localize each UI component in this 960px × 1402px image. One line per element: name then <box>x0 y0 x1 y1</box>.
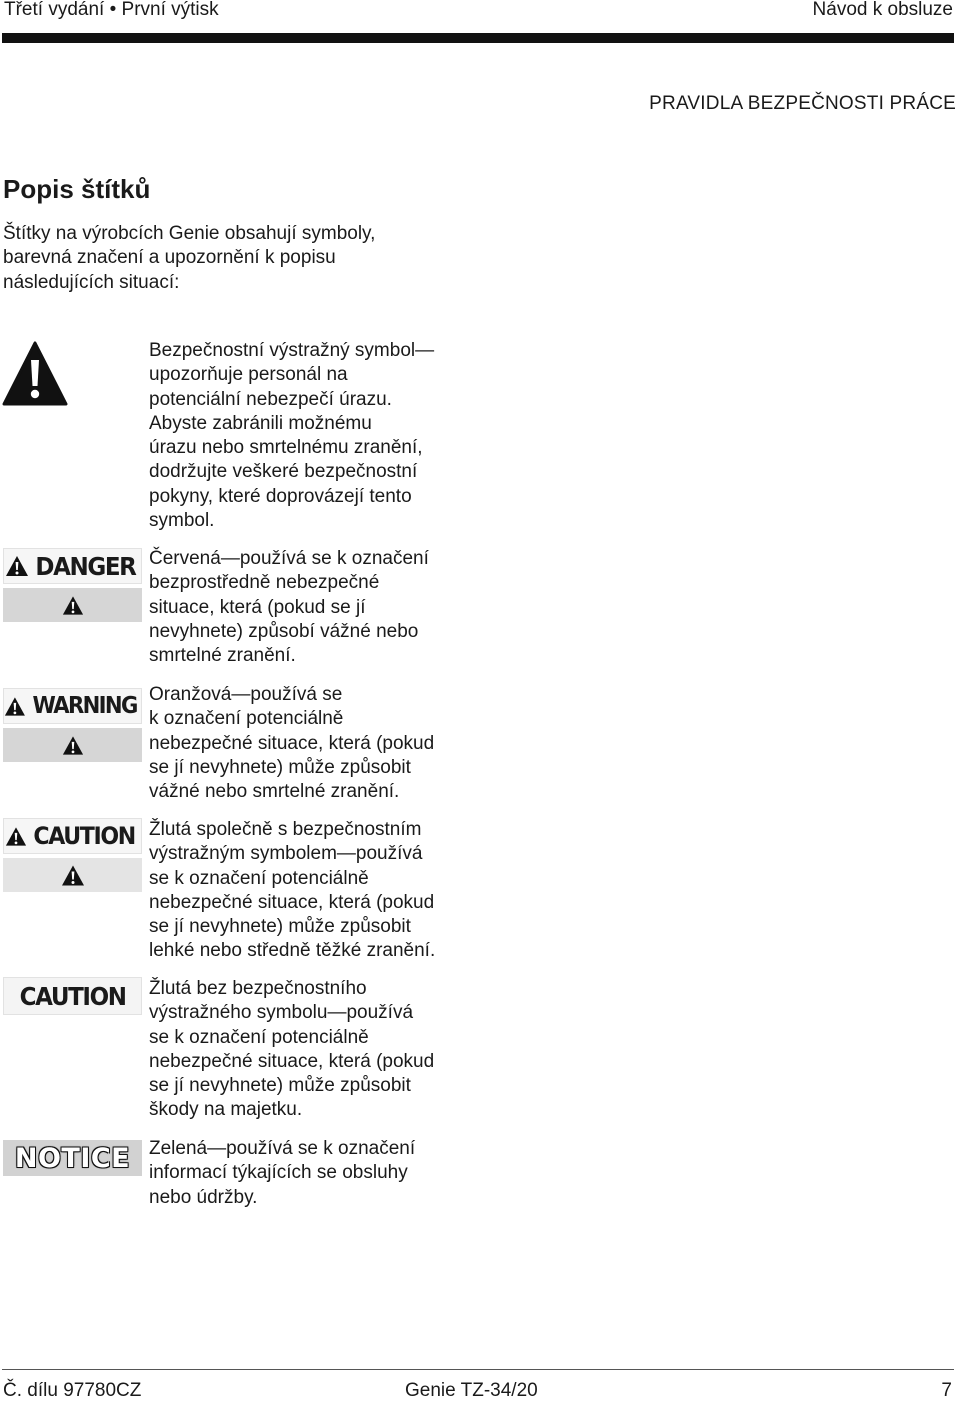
page-title: Popis štítků <box>3 174 151 204</box>
footer-part-number: Č. dílu 97780CZ <box>3 1380 142 1401</box>
intro-text: Štítky na výrobcích Genie obsahují symboly, barevná značení a upozornění k popisu následujících situací: <box>3 223 376 293</box>
warning-label <box>3 688 142 762</box>
notice-label <box>3 1140 142 1176</box>
caution-label-no-symbol <box>3 977 142 1015</box>
description-warning: Oranžová—používá se k označení potenciálně nebezpečné situace, která (pokud se jí nevyhnete) může způsobit vážné nebo smrtelné zranění. <box>149 684 435 803</box>
description-caution-with-symbol: Žlutá společně s bezpečnostním výstražným symbolem—používá se k označení potenciálně nebezpečné situace, která (pokud se jí nevyhnete) může způsobit lehké nebo středně těžké zranění. <box>149 819 436 962</box>
section-label: PRAVIDLA BEZPEČNOSTI PRÁCE <box>649 93 956 114</box>
description-safety-alert-symbol: Bezpečnostní výstražný symbol— upozorňuje personál na potenciální nebezpečí úrazu. Abyste zabránili možnému úrazu nebo smrtelnému zranění, dodržujte veškeré bezpečnostní pokyny, které doprovázejí tento symbol. <box>149 340 435 532</box>
danger-label <box>3 548 142 622</box>
warning-triangle-icon <box>62 735 84 756</box>
caution-label-header <box>3 818 142 854</box>
danger-label-word: DANGER <box>35 551 136 581</box>
description-notice: Zelená—používá se k označení informací týkajících se obsluhy nebo údržby. <box>149 1138 416 1208</box>
warning-triangle-icon <box>5 555 29 577</box>
warning-triangle-icon <box>4 696 26 717</box>
caution-label-word: CAUTION <box>33 822 136 850</box>
danger-label-header <box>3 548 142 584</box>
header-edition: Třetí vydání • První výtisk <box>4 0 219 20</box>
safety-alert-symbol-icon <box>2 340 68 406</box>
caution-label-panel <box>3 858 142 892</box>
warning-triangle-icon <box>62 595 84 616</box>
warning-label-word: WARNING <box>32 693 137 719</box>
notice-label-panel <box>3 1140 142 1176</box>
footer-page-number: 7 <box>941 1380 952 1401</box>
footer-model: Genie TZ-34/20 <box>405 1380 538 1401</box>
notice-label-word: NOTICE <box>14 1142 131 1174</box>
warning-label-header <box>3 688 142 724</box>
header-rule <box>2 33 954 43</box>
description-danger: Červená—používá se k označení bezprostředně nebezpečné situace, která (pokud se jí nevyhnete) způsobí vážné nebo smrtelné zranění. <box>149 548 429 667</box>
caution-label-word: CAUTION <box>19 981 126 1011</box>
footer-rule <box>2 1369 954 1370</box>
danger-label-panel <box>3 588 142 622</box>
warning-label-panel <box>3 728 142 762</box>
header-manual-type: Návod k obsluze <box>812 0 953 20</box>
caution-label-with-symbol <box>3 818 142 892</box>
caution-label-header <box>3 977 142 1015</box>
warning-triangle-icon <box>5 826 27 847</box>
warning-triangle-icon <box>61 864 85 887</box>
description-caution-no-symbol: Žlutá bez bezpečnostního výstražného symbolu—používá se k označení potenciálně nebezpečné situace, která (pokud se jí nevyhnete) může způsobit škody na majetku. <box>149 978 435 1121</box>
